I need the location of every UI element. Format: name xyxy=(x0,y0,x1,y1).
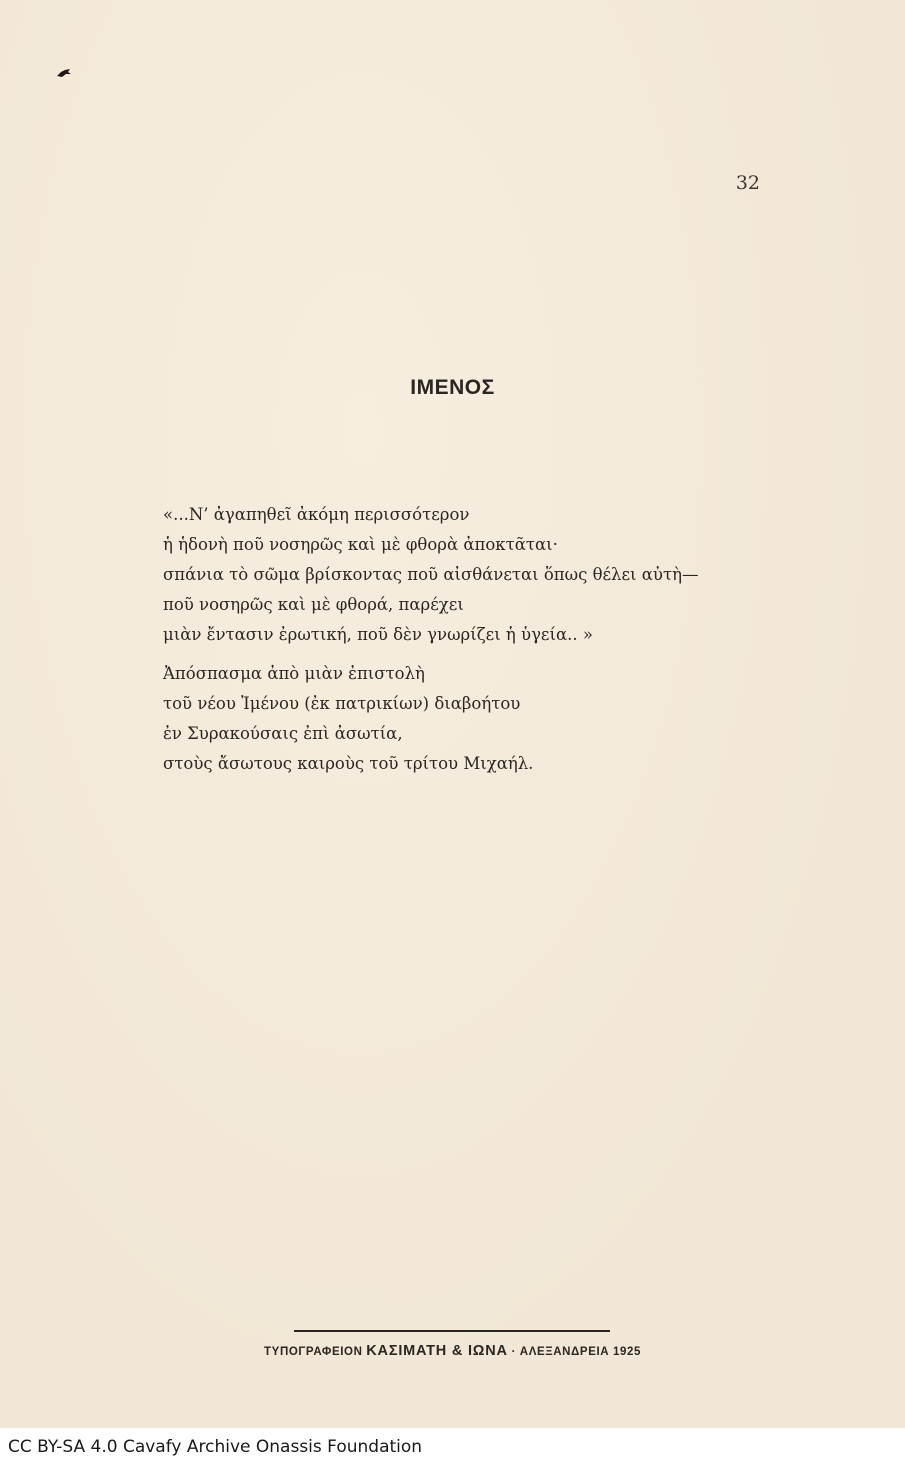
ink-blot-mark xyxy=(56,68,72,78)
poem-line: ποῦ νοσηρῶς καὶ μὲ φθορά, παρέχει xyxy=(163,595,464,614)
stanza-source-note xyxy=(163,659,533,779)
colophon-prefix: ΤΥΠΟΓΡΑΦΕΙΟΝ xyxy=(264,1346,363,1358)
poem-line: μιὰν ἔντασιν ἐρωτική, ποῦ δὲν γνωρίζει ἡ ὑγεία.. » xyxy=(163,625,593,644)
poem-line: ἐν Συρακούσαις ἐπὶ ἀσωτία, xyxy=(163,724,403,743)
poem-line: τοῦ νέου Ἰμένου (ἐκ πατρικίων) διαβοήτου xyxy=(163,694,521,713)
colophon-separator: · xyxy=(511,1346,516,1358)
footer-divider xyxy=(294,1330,610,1332)
poem-line: «...Ν’ ἀγαπηθεῖ ἀκόμη περισσότερον xyxy=(163,505,470,524)
poem-line: Ἀπόσπασμα ἀπὸ μιὰν ἐπιστολὴ xyxy=(163,664,425,683)
stanza-quotation xyxy=(163,500,698,650)
poem-line: σπάνια τὸ σῶμα βρίσκοντας ποῦ αἰσθάνεται ὅπως θέλει αὐτὴ— xyxy=(163,565,699,584)
printer-colophon xyxy=(0,1343,905,1359)
poem-title: ΙΜΕΝΟΣ xyxy=(410,376,495,399)
license-credit: CC BY-SA 4.0 Cavafy Archive Onassis Foundation xyxy=(8,1437,423,1457)
page-number: 32 xyxy=(735,172,760,194)
colophon-place-year: ΑΛΕΞΑΝΔΡΕΙΑ 1925 xyxy=(519,1346,641,1358)
poem-line: στοὺς ἄσωτους καιροὺς τοῦ τρίτου Μιχαήλ. xyxy=(163,754,534,773)
colophon-printer-name: ΚΑΣΙΜΑΤΗ & ΙΩΝΑ xyxy=(366,1343,508,1359)
poem-line: ἡ ἡδονὴ ποῦ νοσηρῶς καὶ μὲ φθορὰ ἀποκτᾶται· xyxy=(163,535,558,554)
